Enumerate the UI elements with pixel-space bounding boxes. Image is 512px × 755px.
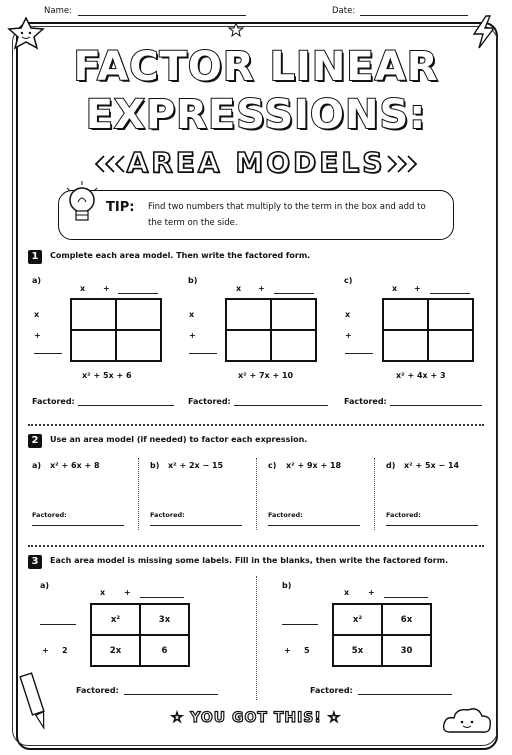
problem-1c-side-blank[interactable] — [345, 353, 373, 354]
area-cell[interactable] — [116, 330, 161, 361]
tip-text: Find two numbers that multiply to the term in the box and add to the term on the side. — [148, 202, 426, 228]
name-label: Name: — [44, 6, 72, 16]
problem-3a-side-value: 2 — [62, 646, 68, 655]
problem-1b-top-blank[interactable] — [274, 293, 314, 294]
problem-2b-letter: b) — [150, 461, 160, 470]
area-cell[interactable] — [116, 299, 161, 330]
area-cell[interactable] — [428, 330, 473, 361]
problem-3a-top-plus: + — [124, 588, 131, 597]
section-2-number: 2 — [28, 434, 42, 448]
section-1-number: 1 — [28, 250, 42, 264]
problem-1a-side-plus: + — [34, 331, 41, 340]
problem-3a-letter: a) — [40, 581, 50, 590]
date-field[interactable] — [360, 15, 468, 16]
subtitle: AREA MODELS — [126, 146, 386, 179]
problem-2c-expression: x² + 9x + 18 — [286, 461, 342, 470]
problem-3a-factored-label: Factored: — [76, 686, 119, 695]
problem-3a-top-blank[interactable] — [140, 597, 184, 598]
left-chevrons-decoration — [92, 152, 128, 176]
column-divider — [256, 576, 257, 700]
date-label: Date: — [332, 6, 356, 16]
area-cell[interactable] — [71, 330, 116, 361]
problem-3b-side-blank[interactable] — [282, 624, 318, 625]
problem-1b-side-x: x — [189, 310, 195, 319]
problem-1a-factored-field[interactable] — [78, 405, 174, 406]
name-field[interactable] — [78, 15, 246, 16]
area-cell: 3x — [140, 604, 189, 635]
star-icon — [228, 22, 244, 38]
area-cell: 6x — [382, 604, 431, 635]
problem-3b-area-grid — [332, 603, 432, 667]
problem-2b-expression: x² + 2x − 15 — [168, 461, 224, 470]
problem-1a-top-plus: + — [103, 284, 110, 293]
problem-1b-top-plus: + — [258, 284, 265, 293]
problem-2a-expression: x² + 6x + 8 — [50, 461, 100, 470]
problem-1b-factored-label: Factored: — [188, 397, 231, 406]
area-cell: 6 — [140, 635, 189, 666]
problem-2d-expression: x² + 5x − 14 — [404, 461, 460, 470]
problem-1a-factored-label: Factored: — [32, 397, 75, 406]
title-line-2: EXPRESSIONS: — [85, 92, 427, 138]
problem-1c-top-plus: + — [414, 284, 421, 293]
area-cell[interactable] — [226, 299, 271, 330]
area-cell: 5x — [333, 635, 382, 666]
area-cell[interactable] — [271, 330, 316, 361]
problem-1c-side-x: x — [345, 310, 351, 319]
section-1-instruction: Complete each area model. Then write the factored form. — [50, 251, 311, 260]
problem-2d-factored-label: Factored: — [386, 511, 421, 519]
section-3-instruction: Each area model is missing some labels. Fill in the blanks, then write the factored form. — [50, 556, 449, 565]
area-cell: x² — [91, 604, 140, 635]
title-line-1: FACTOR LINEAR — [73, 44, 439, 90]
area-cell: 30 — [382, 635, 431, 666]
problem-1b-factored-field[interactable] — [234, 405, 328, 406]
problem-3b-top-plus: + — [368, 588, 375, 597]
problem-3b-side-value: 5 — [304, 646, 310, 655]
problem-1c-letter: c) — [344, 276, 353, 285]
right-chevrons-decoration — [384, 152, 420, 176]
problem-1a-side-blank[interactable] — [34, 353, 62, 354]
problem-1c-factored-field[interactable] — [390, 405, 482, 406]
problem-3a-side-blank[interactable] — [40, 624, 76, 625]
problem-1b-letter: b) — [188, 276, 198, 285]
problem-2c-factored-field[interactable] — [268, 525, 360, 526]
problem-3b-factored-field[interactable] — [358, 694, 452, 695]
problem-2b-factored-label: Factored: — [150, 511, 185, 519]
area-cell[interactable] — [383, 299, 428, 330]
problem-3a-side-plus: + — [42, 646, 49, 655]
problem-2b-factored-field[interactable] — [150, 525, 242, 526]
problem-3b-factored-label: Factored: — [310, 686, 353, 695]
problem-1c-factored-label: Factored: — [344, 397, 387, 406]
area-cell[interactable] — [226, 330, 271, 361]
problem-3b-top-x: x — [344, 588, 350, 597]
problem-1a-area-grid[interactable] — [70, 298, 162, 362]
area-cell[interactable] — [383, 330, 428, 361]
section-divider — [28, 545, 484, 547]
problem-3b-side-plus: + — [284, 646, 291, 655]
area-cell: x² — [333, 604, 382, 635]
problem-3a-area-grid — [90, 603, 190, 667]
problem-1b-side-plus: + — [189, 331, 196, 340]
problem-3b-top-blank[interactable] — [384, 597, 428, 598]
lightbulb-icon — [62, 178, 102, 230]
problem-2d-letter: d) — [386, 461, 396, 470]
problem-2c-factored-label: Factored: — [268, 511, 303, 519]
problem-1c-area-grid[interactable] — [382, 298, 474, 362]
problem-3a-top-x: x — [100, 588, 106, 597]
problem-1a-expression: x² + 5x + 6 — [82, 371, 132, 380]
problem-2a-factored-label: Factored: — [32, 511, 67, 519]
problem-1c-top-blank[interactable] — [430, 293, 470, 294]
problem-1a-top-x: x — [80, 284, 86, 293]
area-cell[interactable] — [271, 299, 316, 330]
tip-label: TIP: — [106, 200, 135, 215]
section-3-number: 3 — [28, 555, 42, 569]
area-cell: 2x — [91, 635, 140, 666]
area-cell[interactable] — [428, 299, 473, 330]
problem-1c-top-x: x — [392, 284, 398, 293]
section-divider — [28, 424, 484, 426]
section-2-instruction: Use an area model (if needed) to factor each expression. — [50, 435, 308, 444]
encouragement-banner: ☆ YOU GOT THIS! ☆ — [170, 710, 342, 726]
problem-1b-side-blank[interactable] — [189, 353, 217, 354]
problem-1a-letter: a) — [32, 276, 42, 285]
problem-1a-top-blank[interactable] — [118, 293, 158, 294]
column-divider — [256, 458, 257, 530]
problem-1b-area-grid[interactable] — [225, 298, 317, 362]
problem-1b-top-x: x — [236, 284, 242, 293]
problem-2a-factored-field[interactable] — [32, 525, 124, 526]
problem-1a-side-x: x — [34, 310, 40, 319]
problem-1c-expression: x² + 4x + 3 — [396, 371, 446, 380]
problem-3b-letter: b) — [282, 581, 292, 590]
column-divider — [374, 458, 375, 530]
problem-2d-factored-field[interactable] — [386, 525, 478, 526]
problem-1b-expression: x² + 7x + 10 — [238, 371, 294, 380]
column-divider — [138, 458, 139, 530]
problem-3a-factored-field[interactable] — [124, 694, 218, 695]
area-cell[interactable] — [71, 299, 116, 330]
problem-2a-letter: a) — [32, 461, 42, 470]
problem-1c-side-plus: + — [345, 331, 352, 340]
problem-2c-letter: c) — [268, 461, 277, 470]
